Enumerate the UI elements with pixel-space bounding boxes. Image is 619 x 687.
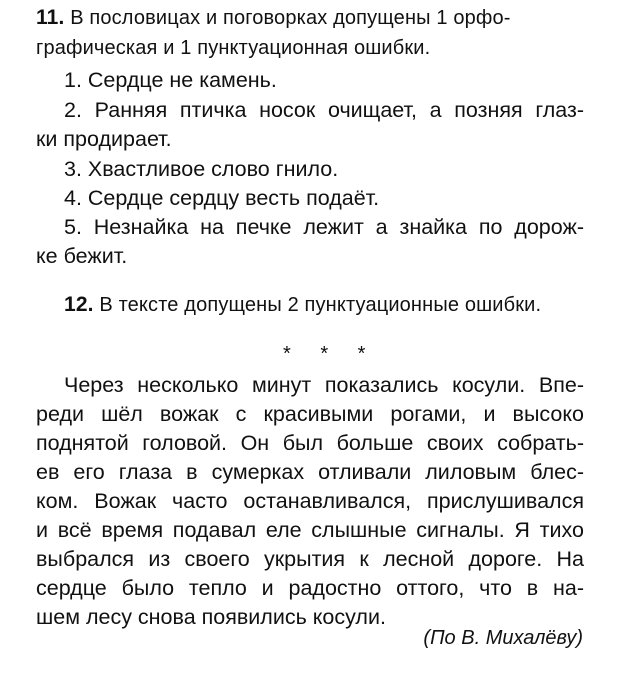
proverb-item-5: 5. Незнайка на печке лежит а знайка по дорож- xyxy=(64,215,584,239)
proverb-item-4: 4. Сердце сердцу весть подаёт. xyxy=(64,186,380,210)
task-12-number: 12. xyxy=(64,293,94,316)
text-line-9: шем лесу снова появились косули. xyxy=(36,605,386,629)
text-line-2: реди шёл вожак с красивыми рогами, и высоко xyxy=(36,402,584,426)
text-line-1: Через несколько минут показались косули. Впе- xyxy=(64,373,584,397)
text-line-4: ев его глаза в сумерках отливали лиловым блес- xyxy=(36,460,584,484)
attribution: (По В. Михалёву) xyxy=(423,627,583,649)
text-line-8: сердце было тепло и радостно оттого, что в на- xyxy=(36,576,584,600)
text-line-5: ком. Вожак часто останавливался, прислушивался xyxy=(36,489,584,513)
proverb-item-5-cont: ке бежит. xyxy=(36,244,128,268)
task-11-number: 11. xyxy=(36,6,65,29)
text-line-7: выбрался из своего укрытия к лесной дороге. На xyxy=(36,547,584,571)
proverb-item-2: 2. Ранняя птичка носок очищает, а позняя глаз- xyxy=(64,98,584,122)
section-separator: * * * xyxy=(283,343,378,365)
text-line-3: поднятой головой. Он был больше своих собрать- xyxy=(36,431,584,455)
text-line-6: и всё время подавал еле слышные сигналы. Я тихо xyxy=(36,518,584,542)
task-11-instruction-line-2: графическая и 1 пунктуационная ошибки. xyxy=(36,37,431,59)
proverb-item-2-cont: ки продирает. xyxy=(36,127,172,151)
proverb-item-3: 3. Хвастливое слово гнило. xyxy=(64,157,339,181)
task-12-instruction: 12. В тексте допущены 2 пунктуационные ошибки. xyxy=(64,293,542,316)
task-11-instruction-line-1: 11. В пословицах и поговорках допущены 1 орфо- xyxy=(36,6,511,29)
proverb-item-1: 1. Сердце не камень. xyxy=(64,68,277,92)
